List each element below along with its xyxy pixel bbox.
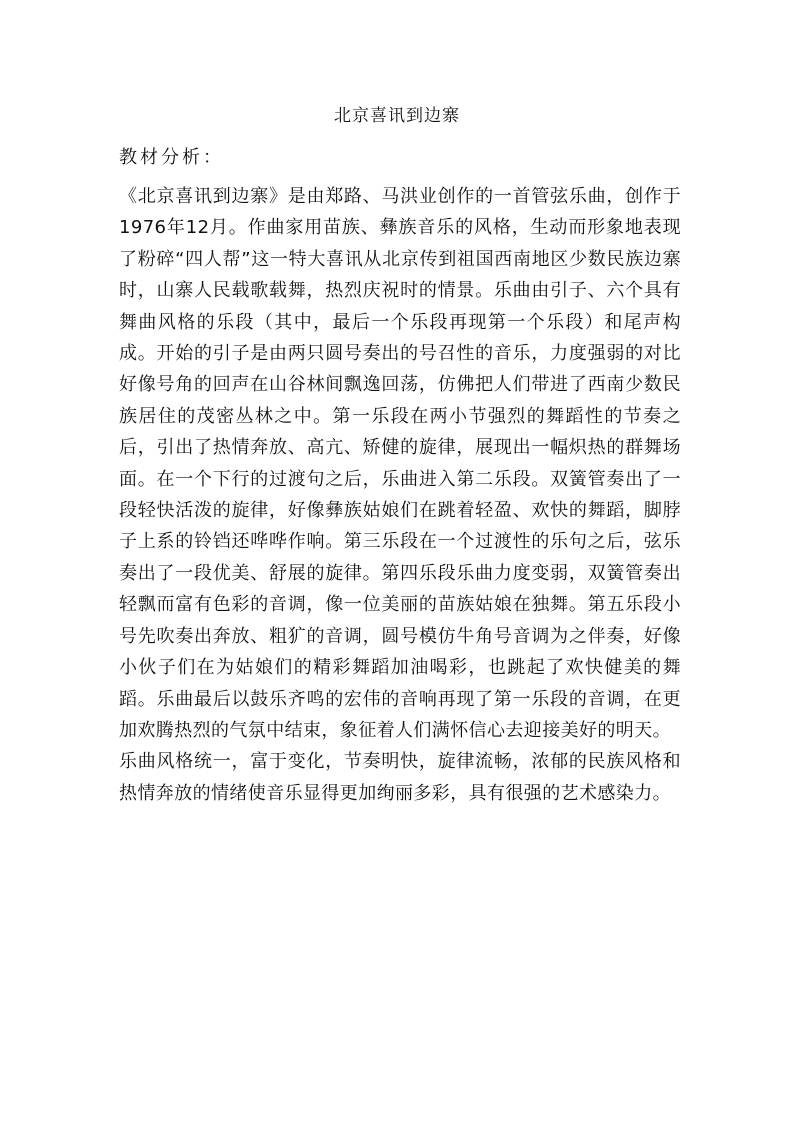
section-label: 教材分析：	[119, 147, 224, 168]
document-body	[119, 181, 681, 809]
document-title: 北京喜讯到边寨	[334, 106, 460, 126]
paragraph-analysis: 《北京喜讯到边寨》是由郑路、马洪业创作的一首管弦乐曲，创作于1976年12月。作曲家用苗族、彝族音乐的风格，生动而形象地表现了粉碎“四人帮”这一特大喜讯从北京传到祖国西南地区少数民族边寨时，山寨人民载歌载舞，热烈庆祝时的情景。乐曲由引子、六个具有舞曲风格的乐段（其中，最后一个乐段再现第一个乐段）和尾声构成。开始的引子是由两只圆号奏出的号召性的音乐，力度强弱的对比好像号角的回声在山谷林间飘逸回荡，仿佛把人们带进了西南少数民族居住的茂密丛林之中。第一乐段在两小节强烈的舞蹈性的节奏之后，引出了热情奔放、高亢、矫健的旋律，展现出一幅炽热的群舞场面。在一个下行的过渡句之后，乐曲进入第二乐段。双簧管奏出了一段轻快活泼的旋律，好像彝族姑娘们在跳着轻盈、欢快的舞蹈，脚脖子上系的铃铛还哗哗作响。第三乐段在一个过渡性的乐句之后，弦乐奏出了一段优美、舒展的旋律。第四乐段乐曲力度变弱，双簧管奏出轻飘而富有色彩的音调，像一位美丽的苗族姑娘在独舞。第五乐段小号先吹奏出奔放、粗犷的音调，圆号模仿牛角号音调为之伴奏，好像小伙子们在为姑娘们的精彩舞蹈加油喝彩，也跳起了欢快健美的舞蹈。乐曲最后以鼓乐齐鸣的宏伟的音响再现了第一乐段的音调，在更加欢腾热烈的气氛中结束，象征着人们满怀信心去迎接美好的明天。	[119, 186, 681, 741]
paragraph-summary: 乐曲风格统一，富于变化，节奏明快，旋律流畅，浓郁的民族风格和热情奔放的情绪使音乐显得更加绚丽多彩，具有很强的艺术感染力。	[119, 751, 681, 804]
